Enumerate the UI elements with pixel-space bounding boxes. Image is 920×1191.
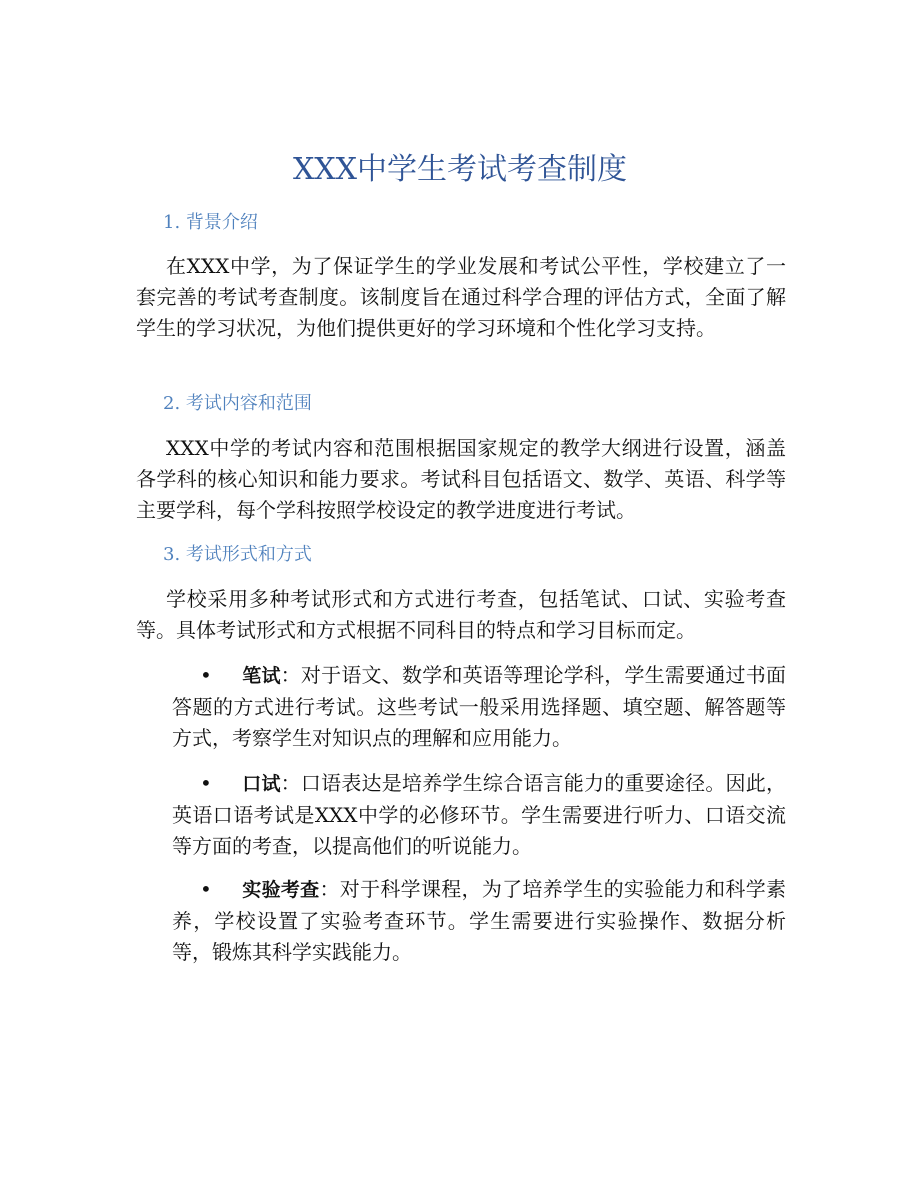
bullet-term-lab-exam: 实验考查 — [242, 879, 320, 901]
bullet-marker: • — [200, 663, 212, 687]
bullet-marker: • — [200, 877, 212, 901]
bullet-text-written-exam: ：对于语文、数学和英语等理论学科，学生需要通过书面答题的方式进行考试。这些考试一般采用选择题、填空题、解答题等方式，考察学生对知识点的理解和应用能力。 — [172, 663, 786, 750]
section-paragraph-exam-format: 学校采用多种考试形式和方式进行考查，包括笔试、口试、实验考查等。具体考试形式和方式根据不同科目的特点和学习目标而定。 — [136, 587, 786, 642]
bullet-item-written-exam — [172, 660, 786, 754]
bullet-text-oral-exam: ：口语表达是培养学生综合语言能力的重要途径。因此，英语口语考试是XXX中学的必修环节。学生需要进行听力、口语交流等方面的考查，以提高他们的听说能力。 — [172, 771, 786, 858]
bullet-marker: • — [200, 771, 212, 795]
bullet-text-lab-exam: ：对于科学课程，为了培养学生的实验能力和科学素养，学校设置了实验考查环节。学生需要进行实验操作、数据分析等，锻炼其科学实践能力。 — [172, 877, 786, 964]
section-heading-content-scope: 2. 考试内容和范围 — [163, 393, 312, 414]
bullet-item-oral-exam — [172, 768, 786, 862]
bullet-item-lab-exam — [172, 874, 786, 968]
bullet-term-written-exam: 笔试 — [242, 665, 281, 687]
bullet-term-oral-exam: 口试 — [242, 773, 281, 795]
document-title: XXX中学生考试考查制度 — [292, 152, 628, 187]
section-heading-exam-format: 3. 考试形式和方式 — [163, 544, 312, 565]
section-paragraph-background: 在XXX中学，为了保证学生的学业发展和考试公平性，学校建立了一套完善的考试考查制度。该制度旨在通过科学合理的评估方式，全面了解学生的学习状况，为他们提供更好的学习环境和个性化学习支持。 — [136, 254, 786, 340]
section-paragraph-content-scope: XXX中学的考试内容和范围根据国家规定的教学大纲进行设置，涵盖各学科的核心知识和能力要求。考试科目包括语文、数学、英语、科学等主要学科，每个学科按照学校设定的教学进度进行考试。 — [136, 436, 786, 522]
section-heading-background: 1. 背景介绍 — [163, 212, 258, 233]
